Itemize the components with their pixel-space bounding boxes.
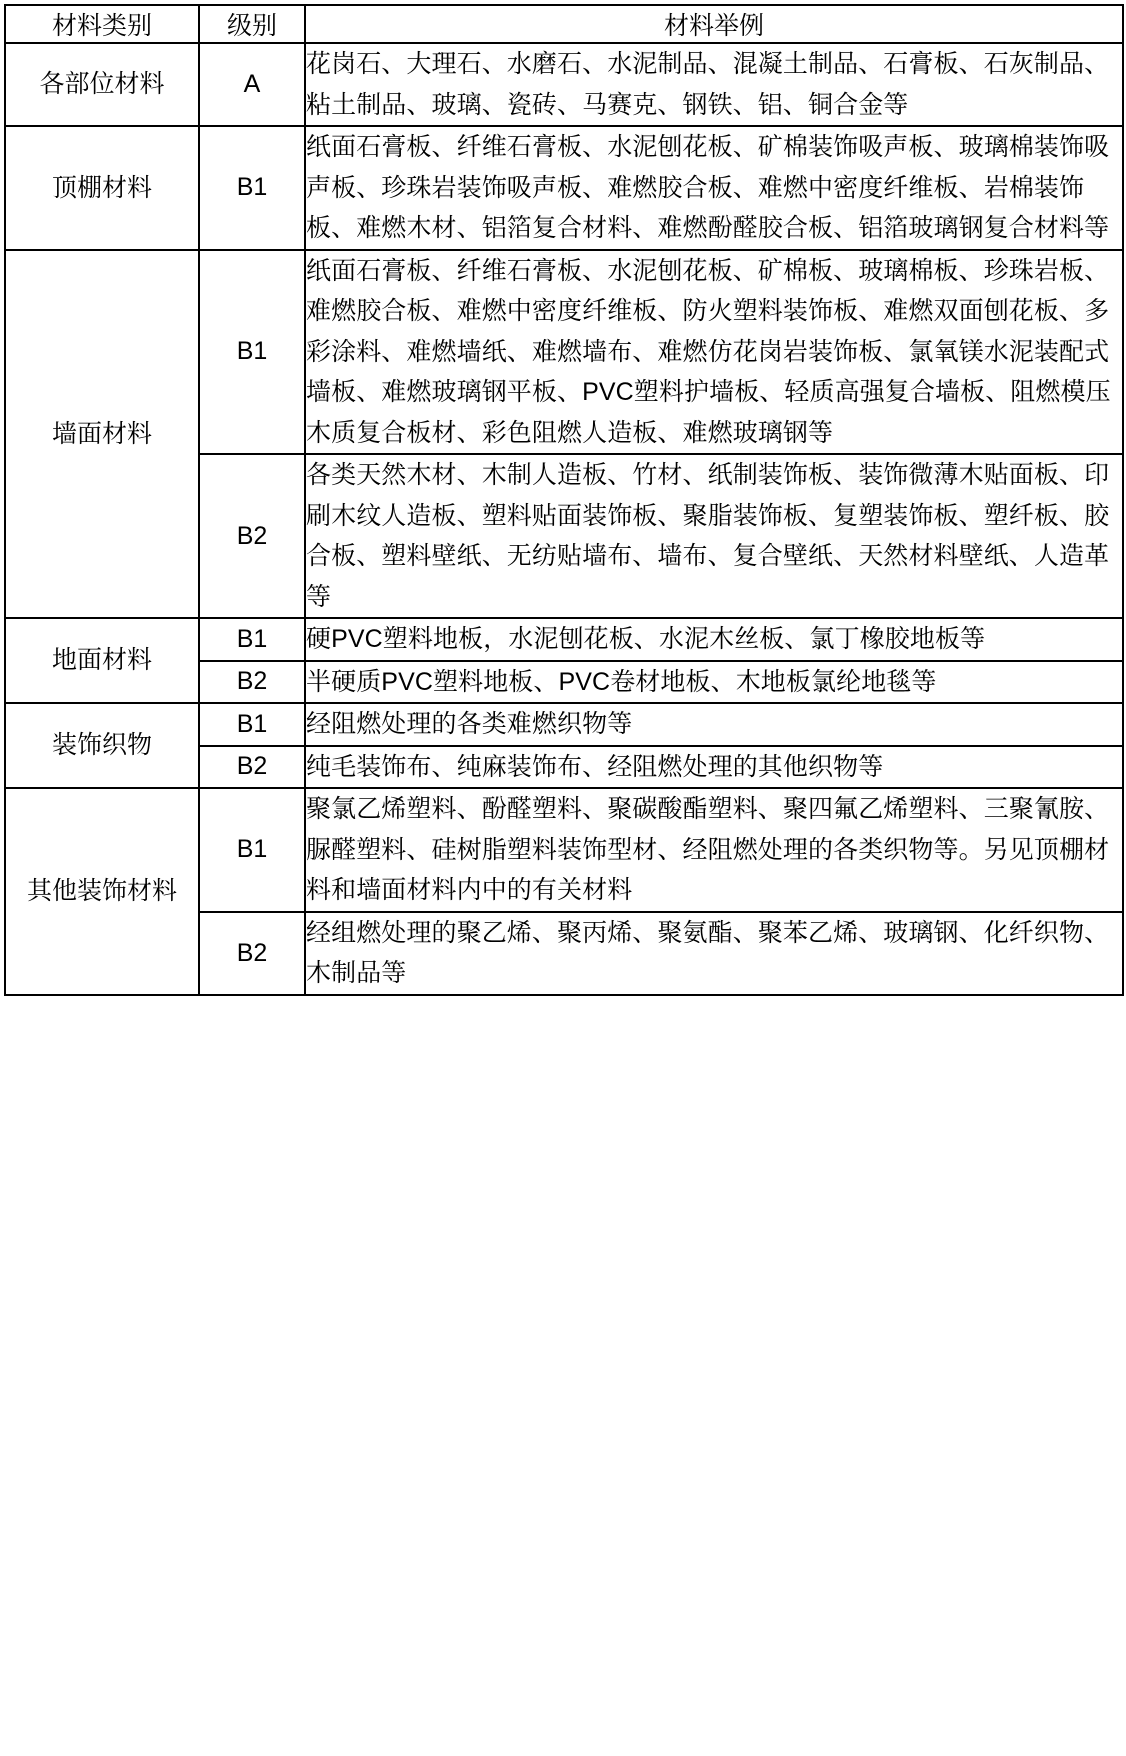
level-cell: B1 [199, 250, 305, 455]
table-row [5, 618, 1123, 661]
level-cell: B2 [199, 912, 305, 995]
category-cell: 墙面材料 [5, 250, 199, 619]
table-row [5, 703, 1123, 746]
category-cell: 顶棚材料 [5, 126, 199, 250]
examples-cell: 经阻燃处理的各类难燃织物等 [305, 703, 1123, 746]
table-row [5, 250, 1123, 455]
level-cell: B2 [199, 746, 305, 789]
level-cell: B1 [199, 126, 305, 250]
table-row [5, 788, 1123, 912]
level-cell: B1 [199, 618, 305, 661]
examples-cell: 各类天然木材、木制人造板、竹材、纸制装饰板、装饰微薄木贴面板、印刷木纹人造板、塑料贴面装饰板、聚脂装饰板、复塑装饰板、塑纤板、胶合板、塑料壁纸、无纺贴墙布、墙布、复合壁纸、天然材料壁纸、人造革等 [305, 454, 1123, 618]
header-cell-examples: 材料举例 [305, 5, 1123, 43]
examples-cell: 聚氯乙烯塑料、酚醛塑料、聚碳酸酯塑料、聚四氟乙烯塑料、三聚氰胺、脲醛塑料、硅树脂塑料装饰型材、经阻燃处理的各类织物等。另见顶棚材料和墙面材料内中的有关材料 [305, 788, 1123, 912]
level-cell: B1 [199, 703, 305, 746]
category-cell: 各部位材料 [5, 43, 199, 126]
examples-cell: 经组燃处理的聚乙烯、聚丙烯、聚氨酯、聚苯乙烯、玻璃钢、化纤织物、木制品等 [305, 912, 1123, 995]
table-row [5, 126, 1123, 250]
category-cell: 装饰织物 [5, 703, 199, 788]
examples-cell: 纸面石膏板、纤维石膏板、水泥刨花板、矿棉板、玻璃棉板、珍珠岩板、难燃胶合板、难燃中密度纤维板、防火塑料装饰板、难燃双面刨花板、多彩涂料、难燃墙纸、难燃墙布、难燃仿花岗岩装饰板、氯氧镁水泥装配式墙板、难燃玻璃钢平板、PVC塑料护墙板、轻质高强复合墙板、阻燃模压木质复合板材、彩色阻燃人造板、难燃玻璃钢等 [305, 250, 1123, 455]
table-header-row [5, 5, 1123, 43]
level-cell: B2 [199, 661, 305, 704]
table-row [5, 43, 1123, 126]
category-cell: 其他装饰材料 [5, 788, 199, 995]
category-cell: 地面材料 [5, 618, 199, 703]
level-cell: B2 [199, 454, 305, 618]
material-classification-table [4, 4, 1124, 996]
examples-cell: 纯毛装饰布、纯麻装饰布、经阻燃处理的其他织物等 [305, 746, 1123, 789]
header-cell-level: 级别 [199, 5, 305, 43]
examples-cell: 纸面石膏板、纤维石膏板、水泥刨花板、矿棉装饰吸声板、玻璃棉装饰吸声板、珍珠岩装饰吸声板、难燃胶合板、难燃中密度纤维板、岩棉装饰板、难燃木材、铝箔复合材料、难燃酚醛胶合板、铝箔玻璃钢复合材料等 [305, 126, 1123, 250]
level-cell: A [199, 43, 305, 126]
header-cell-category: 材料类别 [5, 5, 199, 43]
examples-cell: 硬PVC塑料地板，水泥刨花板、水泥木丝板、氯丁橡胶地板等 [305, 618, 1123, 661]
examples-cell: 半硬质PVC塑料地板、PVC卷材地板、木地板氯纶地毯等 [305, 661, 1123, 704]
level-cell: B1 [199, 788, 305, 912]
examples-cell: 花岗石、大理石、水磨石、水泥制品、混凝土制品、石膏板、石灰制品、粘土制品、玻璃、瓷砖、马赛克、钢铁、铝、铜合金等 [305, 43, 1123, 126]
